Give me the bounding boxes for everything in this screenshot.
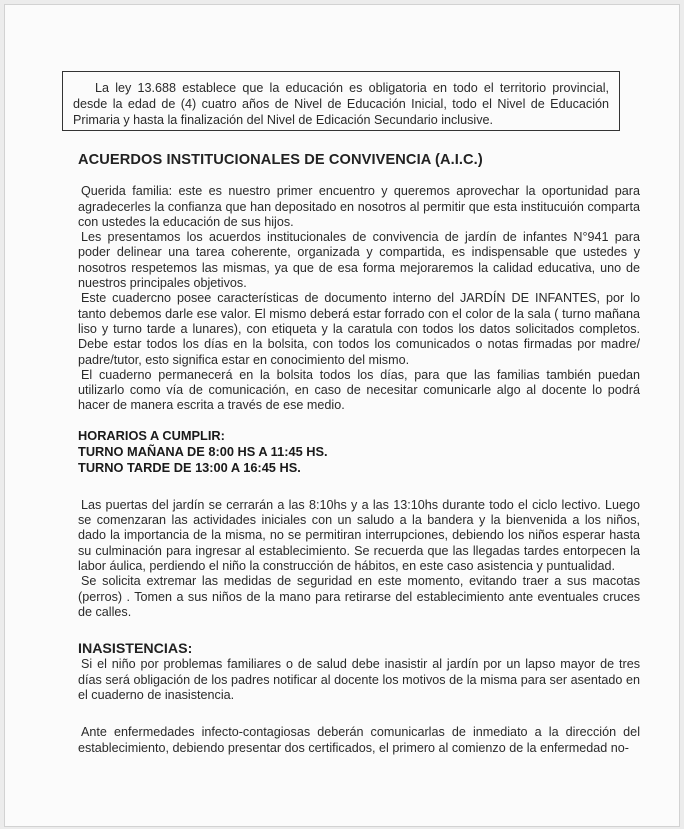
inasistencias-heading: INASISTENCIAS: (78, 641, 193, 658)
paragraph-doors: Las puertas del jardín se cerrarán a las 8:10hs y a las 13:10hs durante todo el ciclo lectivo. Luego se comenzaran las actividades iniciales con un saludo a la bandera y la bienvenida a los niños, dado la importancia de la misma, no se permitiran interrupciones, debiendo los niños esperar hasta su culminación para ingresar al establecimiento. Se recuerda que las llegadas tardes entorpecen la labor áulica, perdiendo el niño la construcción de hábitos, en este caso asistencia y puntualidad. (78, 497, 640, 573)
document-title: ACUERDOS INSTITUCIONALES DE CONVIVENCIA (A.I.C.) (78, 152, 483, 168)
paragraph-illness: Ante enfermedades infecto-contagiosas deberán comunicarlas de inmediato a la dirección del establecimiento, debiendo presentar dos certificados, el primero al comienzo de la enfermedad no- (78, 725, 640, 755)
document-page (4, 4, 680, 827)
paragraph-absences: Si el niño por problemas familiares o de salud debe inasistir al jardín por un lapso mayor de tres días será obligación de los padres notificar al docente los motivos de la misma para ser asentado en el cuaderno de inasistencia. (78, 657, 640, 703)
paragraph-notebook-use: El cuaderno permanecerá en la bolsita todos los días, para que las familias también puedan utilizarlo como vía de comunicación, en caso de necesitar comunicarle algo al docente lo podrá hacer de manera escrita a través de ese medio. (78, 367, 640, 413)
horario-tarde: TURNO TARDE DE 13:00 A 16:45 HS. (78, 459, 301, 475)
paragraph-safety: Se solicita extremar las medidas de seguridad en este momento, evitando traer a sus macotas (perros) . Tomen a sus niños de la mano para retirarse del establecimiento ante eventuales cruces de calles. (78, 574, 640, 619)
paragraph-agreements: Les presentamos los acuerdos institucionales de convivencia de jardín de infantes N°941 para poder delinear una tarea coherente, organizada y compartida, es indispensable que ustedes y nosotros respetemos las mismas, ya que de esa forma mejoraremos la calidad educativa, uno de nuestros principales objetivos. (78, 230, 640, 291)
horarios-heading: HORARIOS A CUMPLIR: (78, 427, 225, 443)
law-notice-box: La ley 13.688 establece que la educación es obligatoria en todo el territorio provincial, desde la edad de (4) cuatro años de Nivel de Educación Inicial, todo el Nivel de Educación Primaria y hasta la finalización del Nivel de Edicación Secundario inclusive. (62, 71, 620, 131)
paragraph-notebook: Este cuadercno posee características de documento interno del JARDÍN DE INFANTES, por lo tanto debemos darle ese valor. El mismo deberá estar forrado con el color de la sala ( turno mañana liso y turno tarde a lunares), con etiqueta y la caratula con todos los datos solicitados completos. Debe estar todos los días en la bolsita, con todos los comunicados o notas firmadas por madre/ padre/tutor, esto significa estar en conocimiento del mismo. (78, 291, 640, 367)
document-body (78, 153, 640, 756)
horario-manana: TURNO MAÑANA DE 8:00 HS A 11:45 HS. (78, 443, 328, 459)
paragraph-greeting: Querida familia: este es nuestro primer encuentro y queremos aprovechar la oportunidad para agradecerles la confianza que han depositado en nosotros al permitir que esta institucuión comparta con ustedes la educación de sus hijos. (78, 184, 640, 229)
